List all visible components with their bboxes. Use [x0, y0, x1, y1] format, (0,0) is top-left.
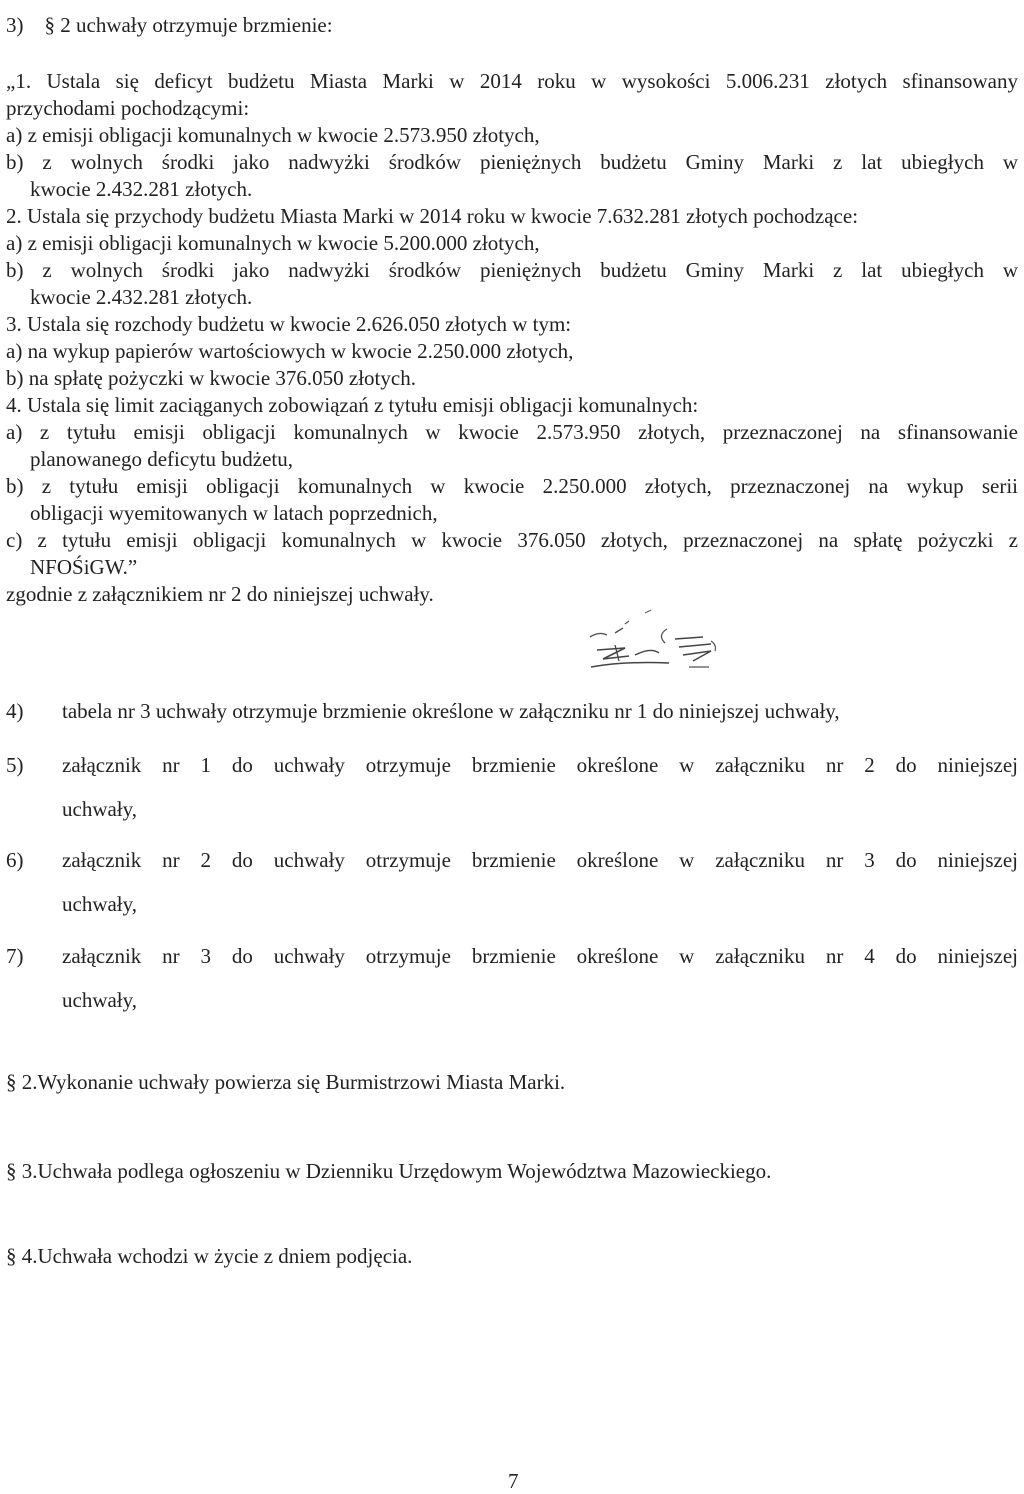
item-number: 6) [6, 848, 24, 872]
item-text-continuation: uchwały, [62, 988, 138, 1012]
quote-line: kwocie 2.432.281 złotych. [30, 177, 253, 201]
quote-line: c) z tytułu emisji obligacji komunalnych w kwocie 376.050 złotych, przeznaczonej na spłatę pożyczki z [6, 528, 1018, 552]
quote-line: NFOŚiGW.” [30, 555, 138, 579]
quote-line: b) z wolnych środki jako nadwyżki środków pieniężnych budżetu Gminy Marki z lat ubiegłych w [6, 258, 1018, 282]
quote-line: b) z tytułu emisji obligacji komunalnych w kwocie 2.250.000 złotych, przeznaczonej na wykup serii [6, 474, 1018, 498]
quote-line: 2. Ustala się przychody budżetu Miasta Marki w 2014 roku w kwocie 7.632.281 złotych pochodzące: [6, 204, 859, 228]
quote-line: obligacji wyemitowanych w latach poprzednich, [30, 501, 438, 525]
item-text-continuation: uchwały, [62, 892, 138, 916]
signature [585, 595, 795, 695]
quote-line: a) na wykup papierów wartościowych w kwocie 2.250.000 złotych, [6, 339, 574, 363]
quote-line: 4. Ustala się limit zaciąganych zobowiązań z tytułu emisji obligacji komunalnych: [6, 393, 699, 417]
quote-line: a) z tytułu emisji obligacji komunalnych w kwocie 2.573.950 złotych, przeznaczonej na sfinansowanie [6, 420, 1018, 444]
section-paragraph: § 4.Uchwała wchodzi w życie z dniem podjęcia. [6, 1244, 413, 1268]
quote-line: b) z wolnych środki jako nadwyżki środków pieniężnych budżetu Gminy Marki z lat ubiegłych w [6, 150, 1018, 174]
quote-line: przychodami pochodzącymi: [6, 96, 250, 120]
quote-line: „1. Ustala się deficyt budżetu Miasta Marki w 2014 roku w wysokości 5.006.231 złotych sfinansowany [6, 69, 1018, 93]
item-number: 7) [6, 944, 24, 968]
section-paragraph: § 3.Uchwała podlega ogłoszeniu w Dzienniku Urzędowym Województwa Mazowieckiego. [6, 1159, 772, 1183]
quote-line: 3. Ustala się rozchody budżetu w kwocie 2.626.050 złotych w tym: [6, 312, 572, 336]
quote-line: kwocie 2.432.281 złotych. [30, 285, 253, 309]
quote-line: zgodnie z załącznikiem nr 2 do niniejszej uchwały. [6, 582, 434, 606]
item-text-continuation: uchwały, [62, 797, 138, 821]
item-text: załącznik nr 2 do uchwały otrzymuje brzmienie określone w załączniku nr 3 do niniejszej [62, 848, 1018, 872]
quote-line: a) z emisji obligacji komunalnych w kwocie 5.200.000 złotych, [6, 231, 540, 255]
intro-line: 3) § 2 uchwały otrzymuje brzmienie: [6, 13, 333, 37]
item-text: tabela nr 3 uchwały otrzymuje brzmienie określone w załączniku nr 1 do niniejszej uchwały, [62, 699, 840, 723]
item-number: 4) [6, 699, 24, 723]
item-number: 5) [6, 753, 24, 777]
section-paragraph: § 2.Wykonanie uchwały powierza się Burmistrzowi Miasta Marki. [6, 1070, 566, 1094]
quote-line: b) na spłatę pożyczki w kwocie 376.050 złotych. [6, 366, 416, 390]
quote-line: planowanego deficytu budżetu, [30, 447, 293, 471]
item-text: załącznik nr 3 do uchwały otrzymuje brzmienie określone w załączniku nr 4 do niniejszej [62, 944, 1018, 968]
quote-line: a) z emisji obligacji komunalnych w kwocie 2.573.950 złotych, [6, 123, 540, 147]
item-text: załącznik nr 1 do uchwały otrzymuje brzmienie określone w załączniku nr 2 do niniejszej [62, 753, 1018, 777]
page-number: 7 [508, 1469, 519, 1493]
